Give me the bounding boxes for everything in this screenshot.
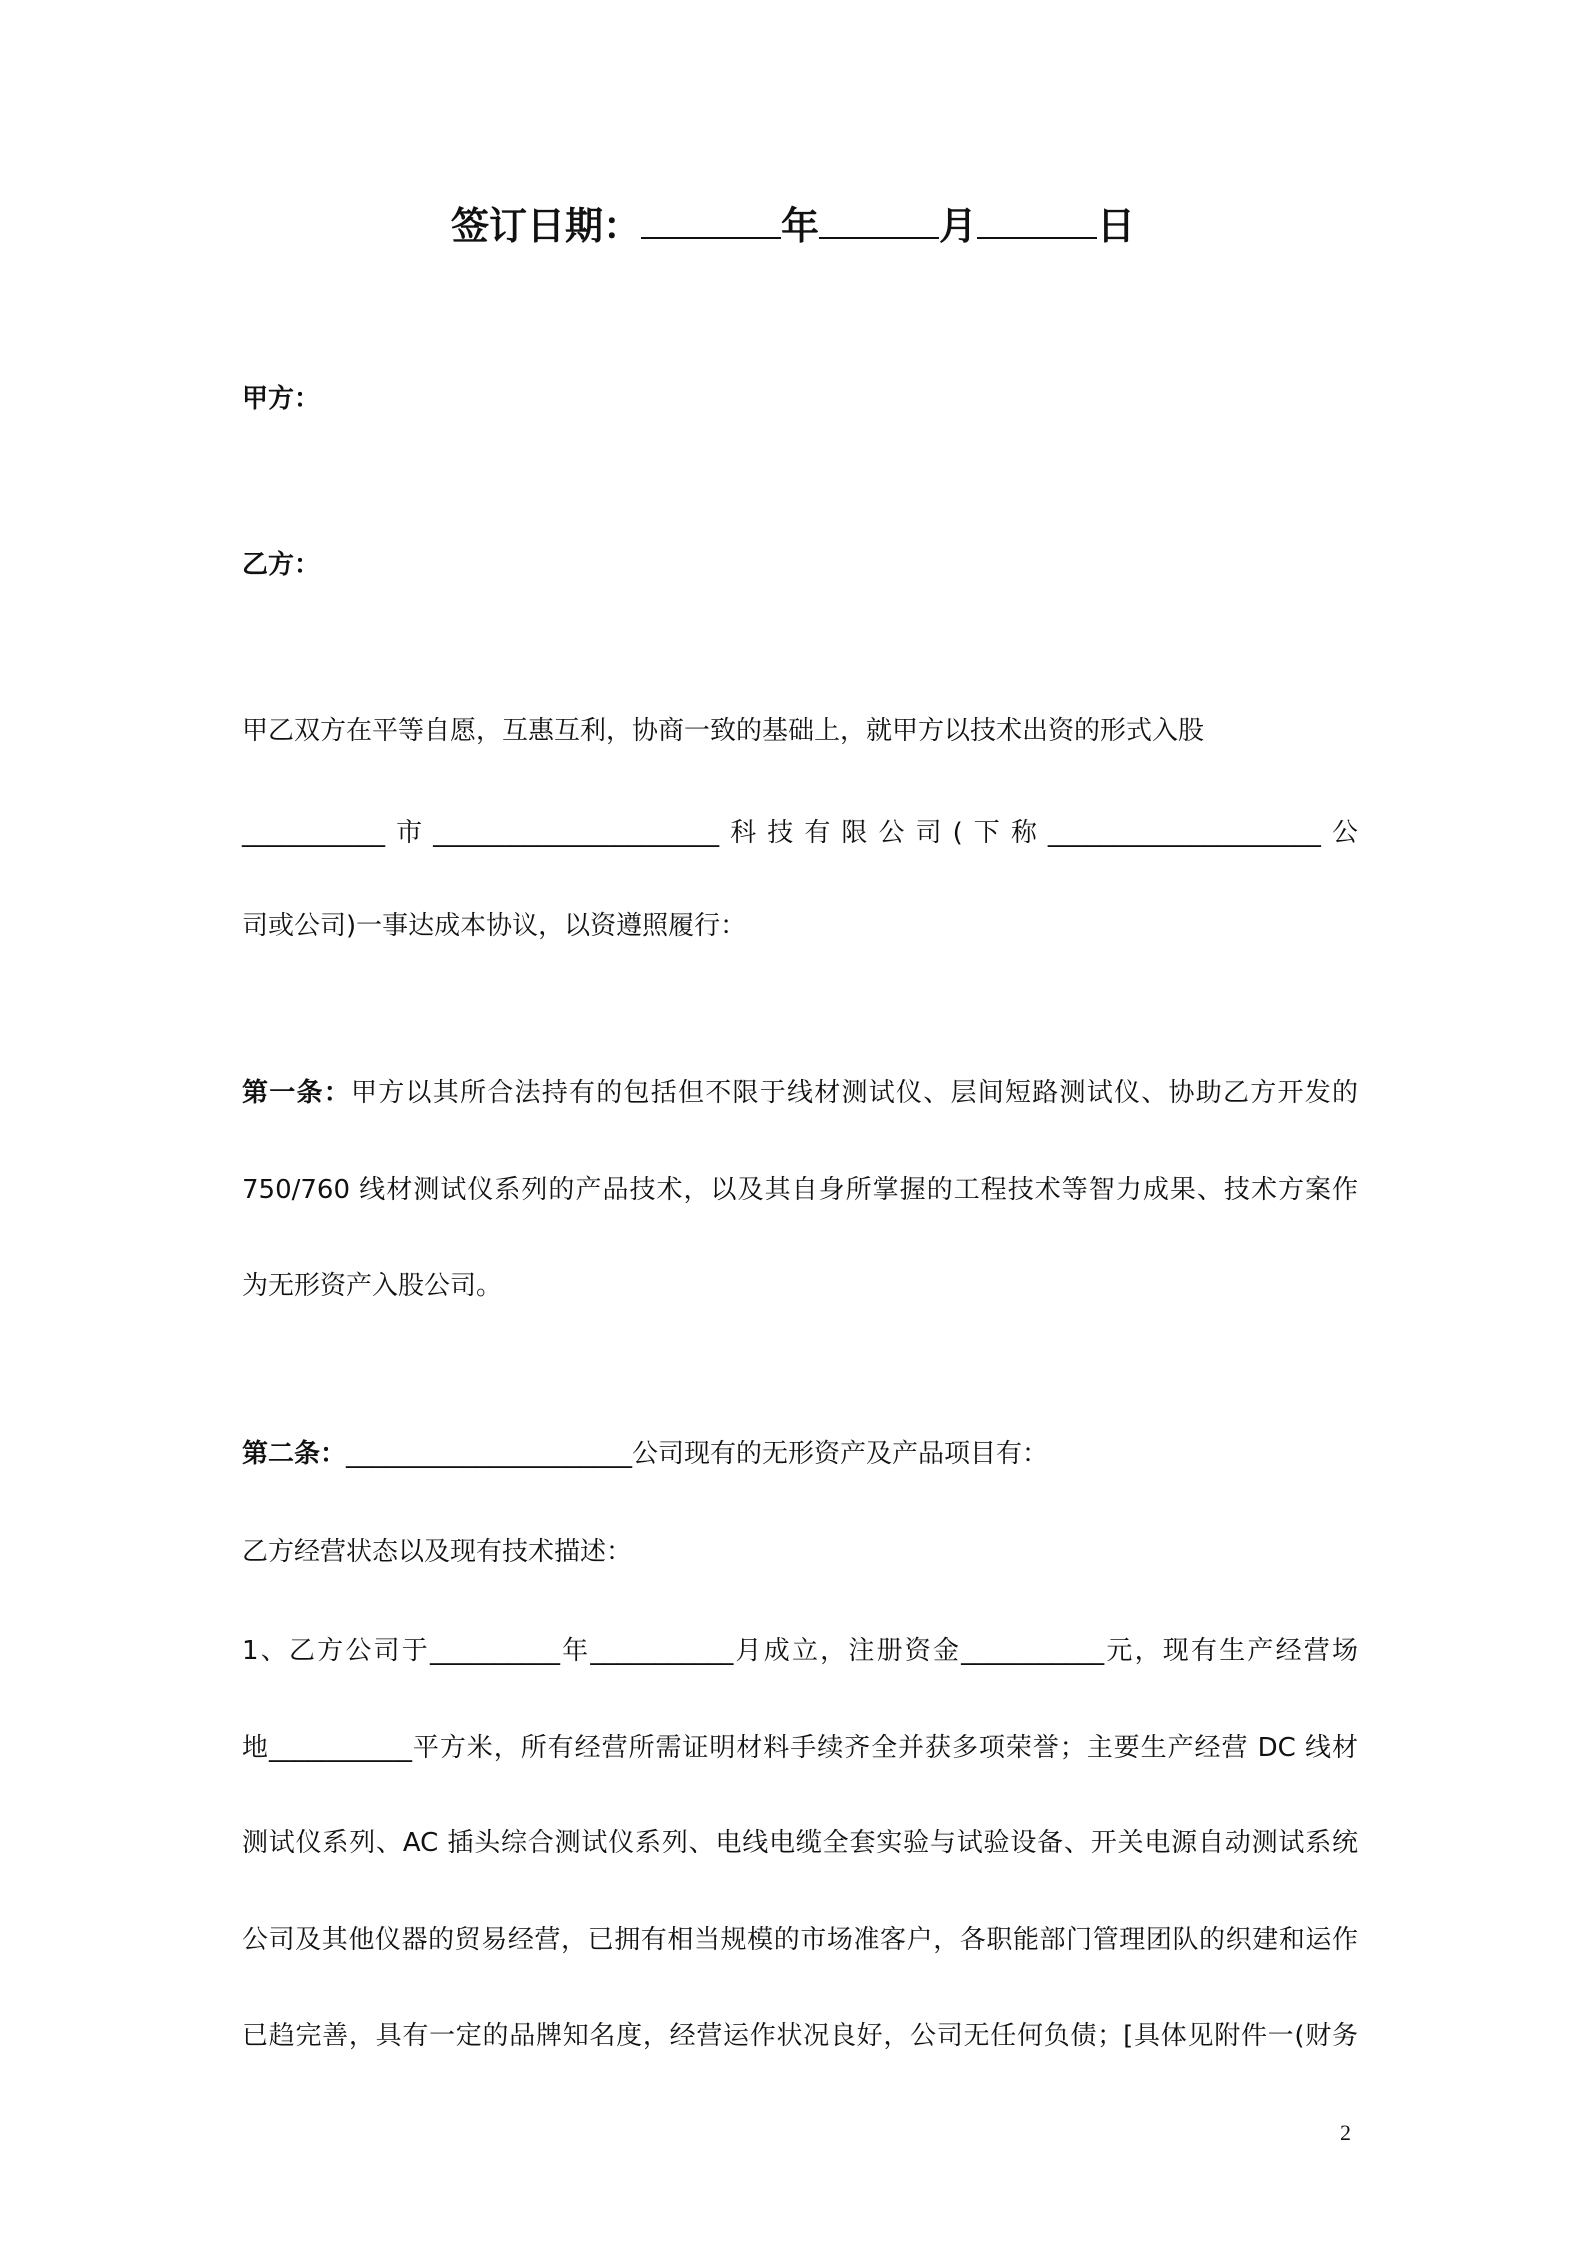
article-1-label: 第一条： [242,1078,351,1108]
article-1-line: 750/760 线材测试仪系列的产品技术，以及其自身所掌握的工程技术等智力成果、技术方案作 [242,1175,1358,1205]
article-2-label: 第二条： [242,1439,347,1469]
item-1-line: 1、乙方公司于__________年___________月成立，注册资金___________元，现有生产经营场 [242,1636,1358,1666]
signing-date-heading [0,203,1586,249]
item-1-line: 已趋完善，具有一定的品牌知名度，经营运作状况良好，公司无任何负债；[具体见附件一(财务 [242,2021,1358,2051]
year-label: 年 [780,204,819,248]
party-a-label: 甲方： [242,384,321,414]
month-blank [819,207,939,239]
day-label: 日 [1097,204,1136,248]
item-1-line: 地___________平方米，所有经营所需证明材料手续齐全并获多项荣誉；主要生产经营 DC 线材 [242,1733,1358,1763]
item-1-line: 公司及其他仪器的贸易经营，已拥有相当规模的市场准客户，各职能部门管理团队的织建和运作 [242,1925,1358,1955]
article-1-line [242,1076,1358,1110]
intro-line: 司或公司)一事达成本协议，以资遵照履行： [242,911,747,941]
intro-line: 甲乙双方在平等自愿，互惠互利，协商一致的基础上，就甲方以技术出资的形式入股 [242,716,1205,746]
intro-line: ___________市______________________科技有限公司(下称_____________________公 [242,818,1358,848]
day-blank [977,207,1097,239]
article-2-text: ______________________公司现有的无形资产及产品项目有： [346,1439,1049,1469]
page-number: 2 [1340,2120,1351,2145]
party-b-label: 乙方： [242,550,321,580]
signing-date-label: 签订日期： [450,204,641,248]
article-1-text: 甲方以其所合法持有的包括但不限于线材测试仪、层间短路测试仪、协助乙方开发的 [351,1078,1358,1108]
article-1-line: 为无形资产入股公司。 [242,1271,503,1301]
subheading: 乙方经营状态以及现有技术描述： [242,1537,633,1567]
item-1-line: 测试仪系列、AC 插头综合测试仪系列、电线电缆全套实验与试验设备、开关电源自动测试系统 [242,1828,1358,1858]
article-2-line [242,1437,1358,1471]
year-blank [641,207,781,239]
month-label: 月 [939,204,978,248]
